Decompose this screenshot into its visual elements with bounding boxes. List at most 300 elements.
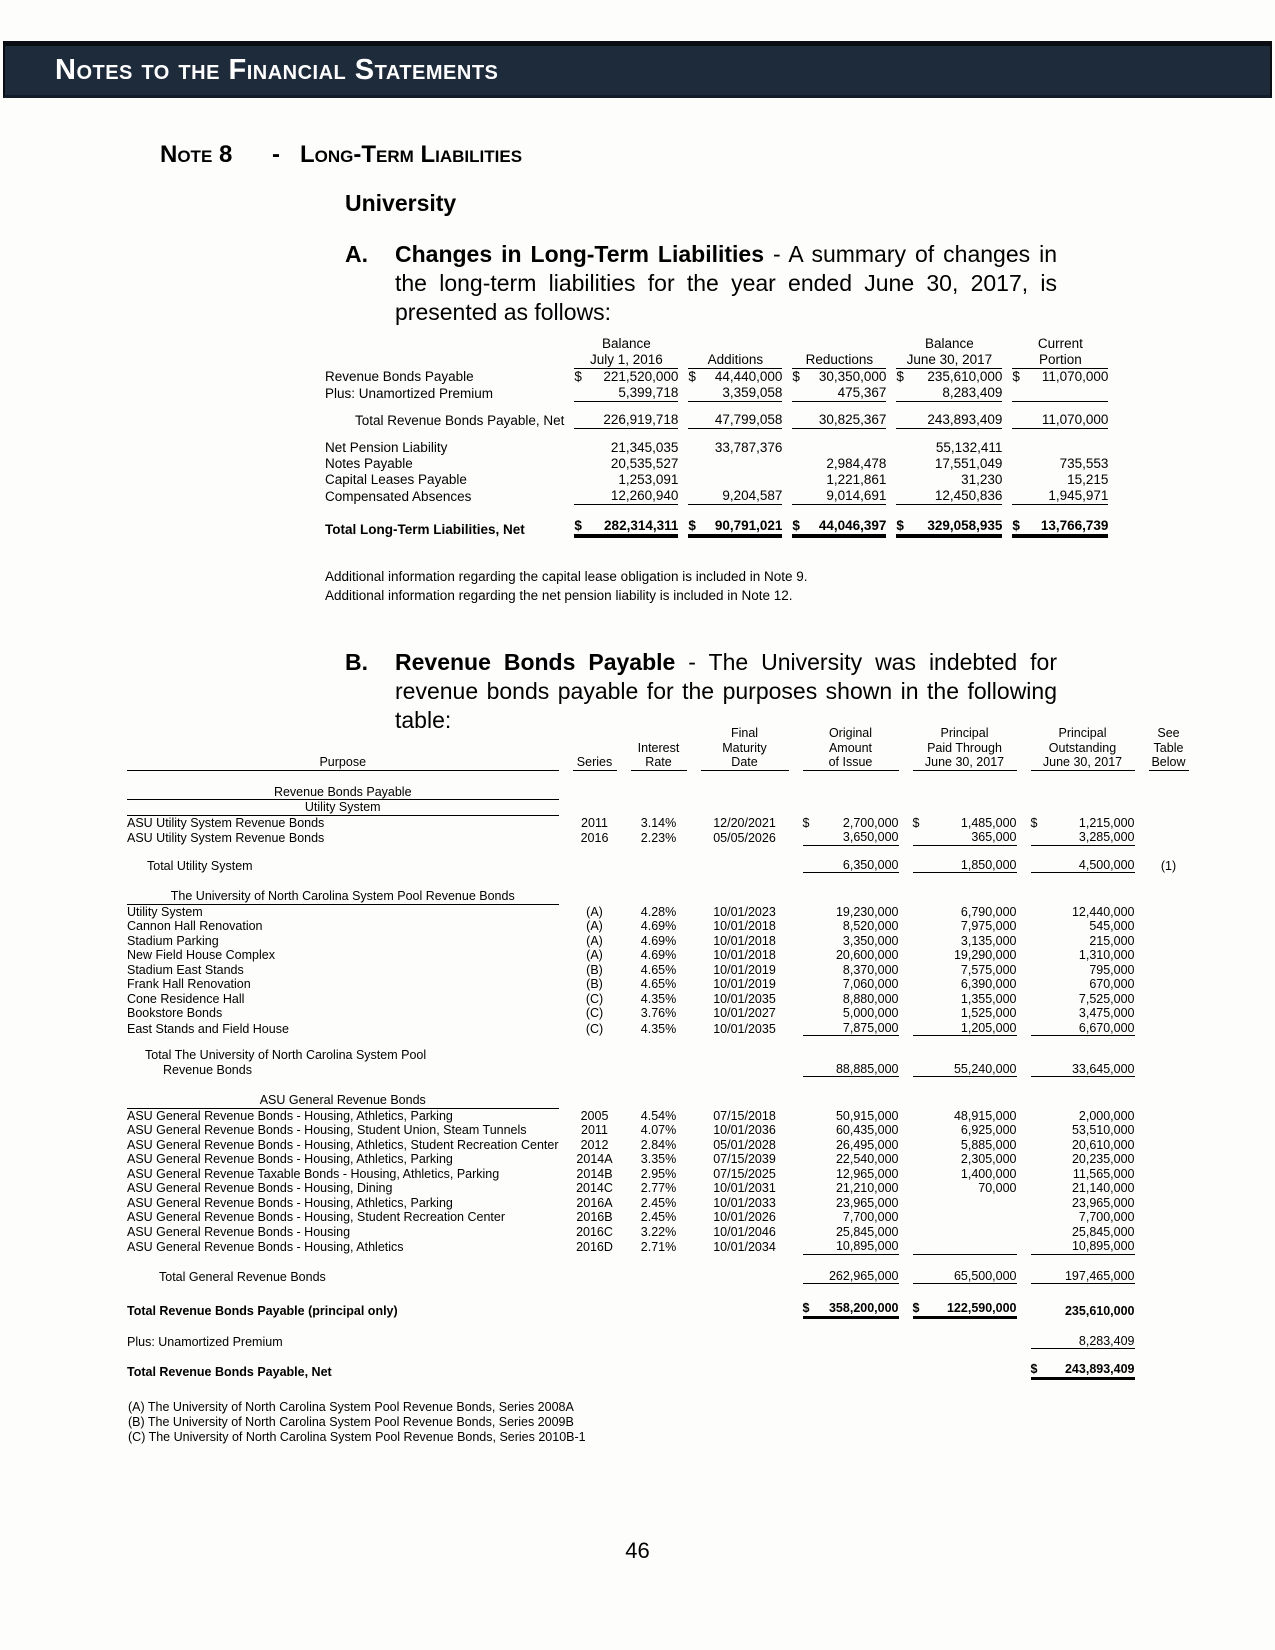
amount-value: 8,520,000 (842, 919, 899, 933)
spacer-cell (325, 402, 1108, 412)
amount-cell (688, 369, 782, 385)
purpose-cell: ASU General Revenue Taxable Bonds - Housing, Athletics, Parking (127, 1166, 500, 1181)
total-label-line: Revenue Bonds (163, 1062, 252, 1077)
amount-cell (1012, 385, 1108, 402)
amount-value: 22,540,000 (835, 1152, 899, 1166)
header-line: Additions (707, 352, 764, 367)
amount-cell (792, 412, 886, 429)
amount-cell (803, 948, 899, 963)
grand-total-label-cell (127, 1301, 559, 1319)
amount-cell (574, 488, 678, 505)
amount-wrap (1031, 1152, 1135, 1167)
amount-wrap (803, 830, 899, 845)
amount-cell (1031, 1196, 1135, 1211)
amount-wrap (913, 1167, 1017, 1182)
label-cell: Net Pension Liability (325, 440, 448, 455)
total-label-cell (127, 1048, 559, 1077)
subheading-cell: Utility System (127, 800, 559, 816)
amount-value: 26,495,000 (835, 1137, 899, 1152)
amount-wrap (1031, 1225, 1135, 1240)
header-line: of Issue (828, 755, 873, 769)
column-header (1012, 336, 1108, 369)
note-cell (1149, 1301, 1189, 1319)
amount-wrap (1031, 948, 1135, 963)
empty-cell (701, 800, 789, 816)
table-row (127, 1152, 1189, 1167)
amount-wrap (913, 1152, 1017, 1167)
rate-cell: 4.54% (640, 1108, 677, 1123)
amount-wrap (803, 1225, 899, 1240)
amount-wrap (1031, 1196, 1135, 1211)
rate-cell: 4.69% (640, 919, 677, 933)
amount-value: 88,885,000 (835, 1061, 899, 1076)
amount-value: 7,700,000 (842, 1210, 899, 1224)
section-b-body: - The University was indebted for revenue bonds payable for the purposes shown in the following table: (395, 649, 1058, 733)
amount-cell (1031, 1109, 1135, 1124)
grand-total-label: Total Revenue Bonds Payable, Net (127, 1365, 332, 1379)
amount-cell (1031, 1225, 1135, 1240)
amount-wrap (913, 977, 1017, 992)
empty-cell (701, 1093, 789, 1109)
column-header (1031, 726, 1135, 771)
amount-wrap (913, 1181, 1017, 1196)
amount-cell (913, 1048, 1017, 1077)
spacer-row (127, 1349, 1189, 1362)
table-row (127, 1123, 1189, 1138)
amount-wrap (803, 1021, 899, 1036)
amount-value: 55,240,000 (953, 1061, 1017, 1076)
amount-value: 3,135,000 (960, 933, 1017, 948)
amount-cell (803, 1021, 899, 1037)
amount-cell (913, 816, 1017, 831)
table-row (127, 992, 1189, 1007)
amount-cell (1012, 440, 1108, 456)
maturity-cell: 10/01/2036 (713, 1123, 776, 1137)
amount-cell (913, 963, 1017, 978)
amount-wrap (913, 948, 1017, 963)
amount-wrap (913, 858, 1017, 873)
maturity-cell: 10/01/2027 (713, 1006, 776, 1020)
amount-value: 365,000 (971, 830, 1017, 844)
empty-cell (803, 785, 899, 801)
amount-wrap (1031, 1181, 1135, 1196)
amount-value: 65,500,000 (953, 1268, 1017, 1283)
amount-value: 2,000,000 (1078, 1108, 1135, 1123)
amount-value: 6,350,000 (842, 857, 899, 872)
amount-value: 21,345,035 (610, 440, 679, 455)
table-a-note-line: Additional information regarding the net pension liability is included in Note 12. (325, 587, 793, 603)
amount-wrap (803, 963, 899, 978)
note-cell (1149, 830, 1189, 846)
amount-value: 44,046,397 (818, 518, 887, 533)
note-cell (1149, 963, 1189, 978)
amount-cell (792, 456, 886, 472)
purpose-cell: New Field House Complex (127, 948, 275, 962)
amount-cell (574, 456, 678, 472)
amount-value: 221,520,000 (603, 369, 679, 384)
amount-cell (803, 934, 899, 949)
amount-value: 50,915,000 (835, 1108, 899, 1123)
series-cell: 2005 (580, 1108, 609, 1123)
amount-cell (803, 1269, 899, 1285)
amount-cell (1012, 456, 1108, 472)
empty-cell (701, 858, 789, 874)
university-heading: University (345, 190, 457, 216)
column-header (127, 726, 559, 771)
note-cell (1149, 1334, 1189, 1350)
amount-cell (1031, 1138, 1135, 1153)
amount-wrap (803, 1138, 899, 1153)
amount-value: 33,645,000 (1071, 1061, 1135, 1076)
page-header-title: Notes to the Financial Statements (55, 54, 499, 86)
amount-cell (896, 472, 1002, 488)
amount-value: 3,475,000 (1078, 1006, 1135, 1020)
amount-wrap (792, 472, 886, 488)
rate-cell: 4.69% (640, 933, 677, 948)
table-row (325, 369, 1108, 385)
subheading-cell: Revenue Bonds Payable (127, 785, 559, 801)
amount-wrap (803, 816, 899, 831)
series-cell: (A) (586, 919, 603, 933)
amount-wrap (1012, 456, 1108, 472)
amount-wrap (803, 858, 899, 873)
amount-wrap (913, 830, 1017, 845)
header-line: July 1, 2016 (589, 352, 663, 367)
table-row (127, 948, 1189, 963)
note-cell (1149, 1225, 1189, 1240)
amount-wrap (792, 369, 886, 385)
amount-cell (913, 948, 1017, 963)
table-row (127, 1210, 1189, 1225)
maturity-cell: 10/01/2026 (713, 1210, 776, 1224)
header-line: Principal (1058, 726, 1107, 740)
amount-wrap (913, 1301, 1017, 1316)
table-row (127, 1006, 1189, 1021)
amount-wrap (803, 992, 899, 1007)
amount-wrap (1031, 1304, 1135, 1319)
amount-value: 545,000 (1089, 919, 1135, 933)
amount-value: 1,310,000 (1078, 948, 1135, 962)
note-cell (1149, 1152, 1189, 1167)
amount-wrap (803, 1062, 899, 1077)
empty-cell (701, 1362, 789, 1380)
amount-value: 735,553 (1059, 456, 1109, 471)
series-cell: 2011 (581, 815, 608, 830)
rate-cell: 2.23% (640, 831, 677, 845)
amount-wrap (1031, 905, 1135, 920)
header-line: Rate (645, 755, 672, 769)
spacer-cell (127, 1284, 1189, 1301)
amount-cell (803, 1239, 899, 1255)
table-row (127, 977, 1189, 992)
amount-wrap (803, 934, 899, 949)
amount-wrap (1031, 1362, 1135, 1377)
amount-wrap (1031, 830, 1135, 845)
amount-wrap (1012, 488, 1108, 504)
amount-value: 235,610,000 (1064, 1304, 1135, 1318)
header-line: Below (1151, 755, 1186, 769)
amount-cell (803, 1152, 899, 1167)
amount-cell (1031, 1048, 1135, 1077)
note-cell (1149, 1181, 1189, 1196)
rate-cell: 4.65% (640, 962, 677, 977)
amount-value: 358,200,000 (828, 1301, 899, 1315)
amount-cell (1031, 1152, 1135, 1167)
empty-cell (913, 785, 1017, 801)
amount-value: 3,285,000 (1078, 830, 1135, 844)
table-row (127, 1334, 1189, 1350)
amount-cell (688, 472, 782, 488)
header-line: Final (730, 726, 759, 740)
amount-cell (803, 1138, 899, 1153)
dollar-sign: $ (1030, 815, 1038, 830)
amount-wrap (1012, 472, 1108, 488)
header-line: Maturity (722, 740, 767, 755)
amount-cell (803, 1196, 899, 1211)
amount-wrap (896, 518, 1002, 535)
amount-cell (1031, 1021, 1135, 1037)
empty-cell (573, 1301, 617, 1319)
note-cell (1149, 948, 1189, 963)
series-cell: 2014C (576, 1181, 613, 1195)
amount-wrap (803, 1006, 899, 1021)
amount-value: 8,880,000 (842, 991, 899, 1006)
header-line: Table (1153, 740, 1184, 755)
amount-value: 1,215,000 (1078, 815, 1135, 830)
note-title: Long-Term Liabilities (300, 141, 523, 168)
amount-cell (913, 1239, 1017, 1255)
note-cell (1149, 1196, 1189, 1211)
amount-value: 10,895,000 (1071, 1239, 1135, 1253)
amount-cell (803, 830, 899, 846)
rate-cell: 2.45% (640, 1210, 677, 1224)
amount-cell (913, 1334, 1017, 1350)
amount-wrap (792, 412, 886, 428)
column-header (701, 726, 789, 771)
empty-cell (913, 889, 1017, 905)
amount-value: 3,359,058 (722, 385, 783, 400)
amount-value: 7,975,000 (960, 919, 1017, 933)
amount-cell (803, 1006, 899, 1021)
maturity-cell: 10/01/2023 (713, 904, 776, 919)
empty-cell (631, 1093, 687, 1109)
section-a-letter: A. (345, 241, 368, 267)
rate-cell: 3.14% (640, 815, 677, 830)
amount-cell (913, 1362, 1017, 1380)
amount-wrap (1031, 1239, 1135, 1254)
amount-value: 6,670,000 (1078, 1020, 1135, 1035)
amount-wrap (913, 905, 1017, 920)
amount-cell (574, 369, 678, 385)
purpose-cell: ASU General Revenue Bonds - Housing, Dining (127, 1181, 393, 1195)
amount-value: 12,450,836 (934, 488, 1003, 503)
amount-wrap (896, 456, 1002, 472)
empty-cell (631, 785, 687, 801)
amount-value: 329,058,935 (927, 518, 1003, 533)
note-number: Note 8 (160, 141, 233, 168)
amount-cell (896, 369, 1002, 385)
amount-cell (803, 1048, 899, 1077)
amount-value: 7,525,000 (1078, 991, 1135, 1006)
amount-cell (803, 1301, 899, 1319)
amount-value: 23,965,000 (835, 1195, 899, 1210)
amount-value: 475,367 (837, 385, 887, 400)
rate-cell: 2.77% (640, 1181, 677, 1195)
spacer-cell (127, 846, 1189, 858)
amount-wrap (803, 1167, 899, 1182)
total-label-line: Total Utility System (147, 858, 253, 873)
label-cell: Capital Leases Payable (325, 472, 467, 487)
amount-cell (1031, 1239, 1135, 1255)
amount-cell (913, 1301, 1017, 1319)
total-label-cell (127, 858, 559, 874)
header-line: See (1157, 726, 1180, 740)
amount-value: 4,500,000 (1078, 857, 1135, 872)
empty-cell (1031, 1093, 1135, 1109)
amount-cell (803, 1225, 899, 1240)
series-cell: (C) (585, 1006, 604, 1020)
rate-cell: 4.28% (640, 904, 677, 919)
amount-cell (574, 440, 678, 456)
series-cell: (C) (585, 1021, 604, 1036)
purpose-cell: Cone Residence Hall (127, 991, 245, 1006)
table-row (127, 934, 1189, 949)
amount-cell (913, 1109, 1017, 1124)
amount-cell (896, 456, 1002, 472)
amount-cell (1031, 948, 1135, 963)
table-row (325, 488, 1108, 505)
spacer-row (127, 1319, 1189, 1334)
maturity-cell: 10/01/2046 (713, 1224, 776, 1239)
empty-cell (631, 1269, 687, 1285)
dollar-sign: $ (792, 369, 800, 384)
amount-cell (1031, 830, 1135, 846)
amount-value: 21,210,000 (835, 1181, 899, 1195)
note-cell (1149, 1239, 1189, 1255)
spacer-row (127, 1284, 1189, 1301)
empty-cell (631, 1362, 687, 1380)
empty-cell (631, 889, 687, 905)
amount-wrap (803, 1123, 899, 1138)
amount-cell (913, 977, 1017, 992)
spacer-cell (127, 1036, 1189, 1048)
amount-cell (574, 518, 678, 538)
amount-value: 1,525,000 (960, 1006, 1017, 1020)
amount-value: 15,215 (1067, 472, 1109, 487)
amount-cell (896, 412, 1002, 429)
table-a-note-line: Additional information regarding the capital lease obligation is included in Note 9. (325, 569, 808, 584)
purpose-cell: Frank Hall Renovation (127, 977, 251, 991)
bond-series-footnote: (C) The University of North Carolina System Pool Revenue Bonds, Series 2010B-1 (128, 1430, 586, 1444)
table-row (127, 1093, 1189, 1109)
spacer-row (325, 402, 1108, 412)
amount-wrap (574, 488, 678, 504)
table-row (127, 1167, 1189, 1182)
rate-cell: 4.69% (640, 948, 677, 962)
amount-cell (1012, 412, 1108, 429)
column-header (1149, 726, 1189, 771)
empty-cell (573, 889, 617, 905)
amount-cell (803, 977, 899, 992)
dollar-sign: $ (912, 1301, 920, 1315)
table-row (127, 816, 1189, 831)
purpose-cell: ASU General Revenue Bonds - Housing, Athletics, Parking (127, 1195, 453, 1210)
amount-cell (688, 440, 782, 456)
amount-value: 33,787,376 (714, 440, 783, 455)
amount-wrap (688, 412, 782, 428)
table-row (127, 905, 1189, 920)
purpose-cell: ASU General Revenue Bonds - Housing, Athletics, Parking (127, 1108, 453, 1123)
table-row (325, 456, 1108, 472)
purpose-cell: ASU General Revenue Bonds - Housing (127, 1224, 351, 1239)
empty-cell (701, 1269, 789, 1285)
header-line: Principal (940, 726, 989, 740)
amount-value: 47,799,058 (714, 412, 783, 427)
table-row (127, 800, 1189, 816)
amount-wrap (913, 963, 1017, 978)
empty-cell (573, 1048, 617, 1077)
table-row (127, 1362, 1189, 1380)
grand-total-label: Total Revenue Bonds Payable (127, 1304, 305, 1318)
amount-wrap (688, 440, 782, 456)
empty-cell (701, 785, 789, 801)
amount-cell (574, 412, 678, 429)
empty-cell (913, 1093, 1017, 1109)
header-line: Reductions (805, 352, 874, 367)
amount-wrap (1031, 977, 1135, 992)
amount-value: 2,700,000 (842, 815, 899, 830)
amount-value: 10,895,000 (835, 1239, 899, 1253)
spacer-cell (127, 1319, 1189, 1334)
amount-wrap (688, 385, 782, 401)
amount-value: 12,965,000 (835, 1166, 899, 1181)
empty-cell (701, 1048, 789, 1077)
amount-cell (792, 385, 886, 402)
amount-wrap (803, 1301, 899, 1316)
amount-value: 53,510,000 (1071, 1123, 1135, 1137)
amount-cell (803, 1334, 899, 1350)
purpose-cell: Plus: Unamortized Premium (127, 1334, 283, 1349)
empty-cell (1031, 889, 1135, 905)
amount-wrap (1031, 1167, 1135, 1182)
series-cell: (A) (586, 904, 603, 919)
amount-cell (792, 440, 886, 456)
amount-value: 48,915,000 (953, 1108, 1017, 1123)
rate-cell: 4.65% (640, 977, 677, 991)
series-cell: 2014A (576, 1152, 613, 1166)
amount-cell (792, 369, 886, 385)
amount-wrap (803, 1181, 899, 1196)
amount-value: 7,575,000 (960, 962, 1017, 977)
label-cell: Total Revenue Bonds Payable, Net (355, 413, 565, 428)
amount-wrap (1031, 1021, 1135, 1036)
amount-value: 23,965,000 (1071, 1195, 1135, 1210)
amount-wrap (574, 369, 678, 385)
table-row (127, 1138, 1189, 1153)
amount-value: 7,700,000 (1078, 1210, 1135, 1224)
header-line: Purpose (319, 755, 367, 769)
spacer-row (127, 1077, 1189, 1093)
amount-value: 226,919,718 (603, 412, 679, 427)
purpose-cell: Cannon Hall Renovation (127, 919, 263, 933)
section-a (345, 240, 1057, 327)
amount-value: 1,355,000 (960, 991, 1017, 1006)
amount-wrap (1031, 1210, 1135, 1225)
maturity-cell: 10/01/2019 (713, 962, 776, 977)
amount-value: 1,850,000 (960, 857, 1017, 872)
table-row (127, 858, 1189, 874)
amount-value: 25,845,000 (1071, 1224, 1135, 1239)
